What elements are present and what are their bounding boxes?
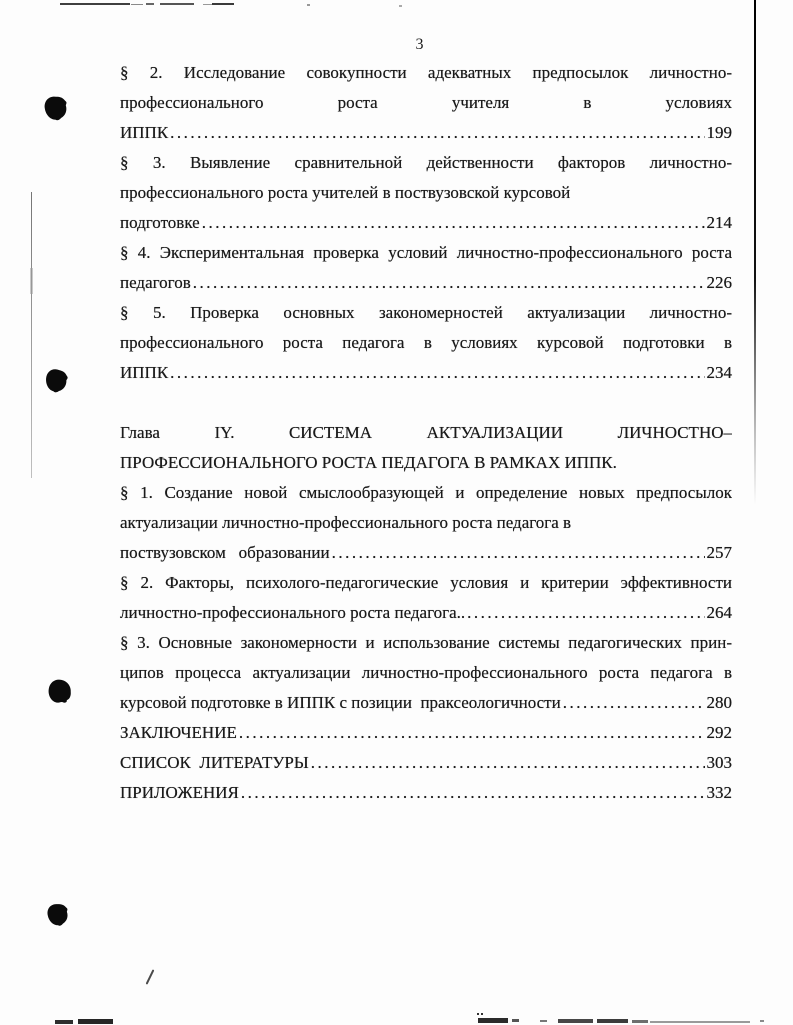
scan-edge-mark xyxy=(203,4,212,5)
scan-edge-mark xyxy=(512,1019,519,1022)
toc-line xyxy=(120,538,732,568)
scan-edge-mark xyxy=(60,3,130,5)
toc-line xyxy=(120,118,732,148)
toc-line: профессионального роста учителя в условиях xyxy=(120,93,732,112)
dot-leader xyxy=(170,118,704,148)
dot-leader xyxy=(170,358,704,388)
dot-leader xyxy=(202,208,705,238)
scan-edge-mark xyxy=(160,3,194,5)
toc-line: Глава IY. СИСТЕМА АКТУАЛИЗАЦИИ ЛИЧНОСТНО– xyxy=(120,423,732,442)
scan-speck xyxy=(399,5,402,7)
scan-edge-mark xyxy=(131,4,143,5)
toc-line xyxy=(120,268,732,298)
toc-line: профессионального роста педагога в условиях курсовой подготовки в xyxy=(120,333,732,352)
toc-line: актуализации личностно-профессионального роста педагога в xyxy=(120,513,572,532)
toc-line: § 2. Факторы, психолого-педагогические условия и критерии эффективности xyxy=(120,573,732,592)
page-number: 3 xyxy=(415,36,425,53)
toc-line: ПРОФЕССИОНАЛЬНОГО РОСТА ПЕДАГОГА В РАМКАХ ИППК. xyxy=(120,453,617,472)
toc-page-number: 303 xyxy=(706,753,732,772)
toc-entry-text: ИППК xyxy=(120,123,169,142)
scan-edge-mark xyxy=(632,1020,648,1023)
toc-entry-text: ИППК xyxy=(120,363,169,382)
scan-edge-mark xyxy=(478,1018,508,1023)
toc-page-number: 234 xyxy=(706,363,732,382)
scan-edge-line-right xyxy=(754,0,756,505)
ink-blob-artifact xyxy=(44,675,76,707)
scan-edge-mark xyxy=(146,3,154,5)
toc-line xyxy=(120,208,732,238)
toc-page-number: 257 xyxy=(706,543,732,562)
pencil-slash-mark xyxy=(146,969,155,984)
scan-edge-mark xyxy=(558,1019,593,1023)
toc-line xyxy=(120,718,732,748)
scan-fold-line-left xyxy=(31,192,32,478)
scan-edge-mark xyxy=(760,1020,764,1022)
dot-leader xyxy=(563,688,705,718)
toc-line: § 1. Создание новой смыслообразующей и определение новых предпосылок xyxy=(120,483,732,502)
toc-line: ципов процесса актуализации личностно-профессионального роста педагога в xyxy=(120,663,732,682)
toc-line xyxy=(120,748,732,778)
scan-fold-line-blip xyxy=(30,268,33,294)
toc-line: § 3. Основные закономерности и использование системы педагогических прин- xyxy=(120,633,732,652)
toc-line: § 5. Проверка основных закономерностей актуализации личностно- xyxy=(120,303,732,322)
toc-entry-text: курсовой подготовке в ИППК с позиции праксеологичности xyxy=(120,693,561,712)
toc-line: § 3. Выявление сравнительной действенности факторов личностно- xyxy=(120,153,732,172)
ink-blob-artifact xyxy=(45,900,71,929)
scan-speck xyxy=(307,4,310,6)
toc-entry-text: поствузовском образовании xyxy=(120,543,330,562)
toc-entry-text: подготовке xyxy=(120,213,200,232)
toc-line xyxy=(120,778,732,808)
dot-leader xyxy=(193,268,705,298)
scan-speck xyxy=(481,1013,483,1015)
ink-blob-artifact xyxy=(44,366,70,396)
toc-line xyxy=(120,598,732,628)
toc-line xyxy=(120,358,732,388)
scan-edge-mark xyxy=(650,1021,750,1023)
toc-entry-text: СПИСОК ЛИТЕРАТУРЫ xyxy=(120,753,309,772)
dot-leader xyxy=(239,718,705,748)
dot-leader xyxy=(467,598,704,628)
dot-leader xyxy=(241,778,705,808)
toc-entry-text: личностно-профессионального роста педагога.. xyxy=(120,603,466,622)
toc-page-number: 332 xyxy=(706,783,732,802)
dot-leader xyxy=(332,538,705,568)
toc-block xyxy=(120,58,732,808)
scan-edge-mark xyxy=(78,1019,113,1024)
scan-edge-mark xyxy=(212,3,234,5)
toc-line xyxy=(120,688,732,718)
toc-page-number: 264 xyxy=(706,603,732,622)
scan-edge-mark xyxy=(55,1020,73,1024)
toc-page-number: 292 xyxy=(706,723,732,742)
toc-entry-text: педагогов xyxy=(120,273,191,292)
toc-entry-text: ЗАКЛЮЧЕНИЕ xyxy=(120,723,237,742)
dot-leader xyxy=(311,748,705,778)
toc-line: профессионального роста учителей в поствузовской курсовой xyxy=(120,183,571,202)
toc-blank-line xyxy=(120,388,732,418)
toc-page-number: 214 xyxy=(706,213,732,232)
ink-blob-artifact xyxy=(42,93,70,123)
scan-edge-mark xyxy=(597,1019,628,1023)
toc-entry-text: ПРИЛОЖЕНИЯ xyxy=(120,783,239,802)
toc-page-number: 226 xyxy=(706,273,732,292)
toc-page-number: 280 xyxy=(706,693,732,712)
scan-speck xyxy=(477,1013,479,1015)
toc-page-number: 199 xyxy=(706,123,732,142)
toc-line: § 2. Исследование совокупности адекватных предпосылок личностно- xyxy=(120,63,732,82)
scan-edge-mark xyxy=(540,1020,547,1022)
toc-line: § 4. Экспериментальная проверка условий личностно-профессионального роста xyxy=(120,243,732,262)
